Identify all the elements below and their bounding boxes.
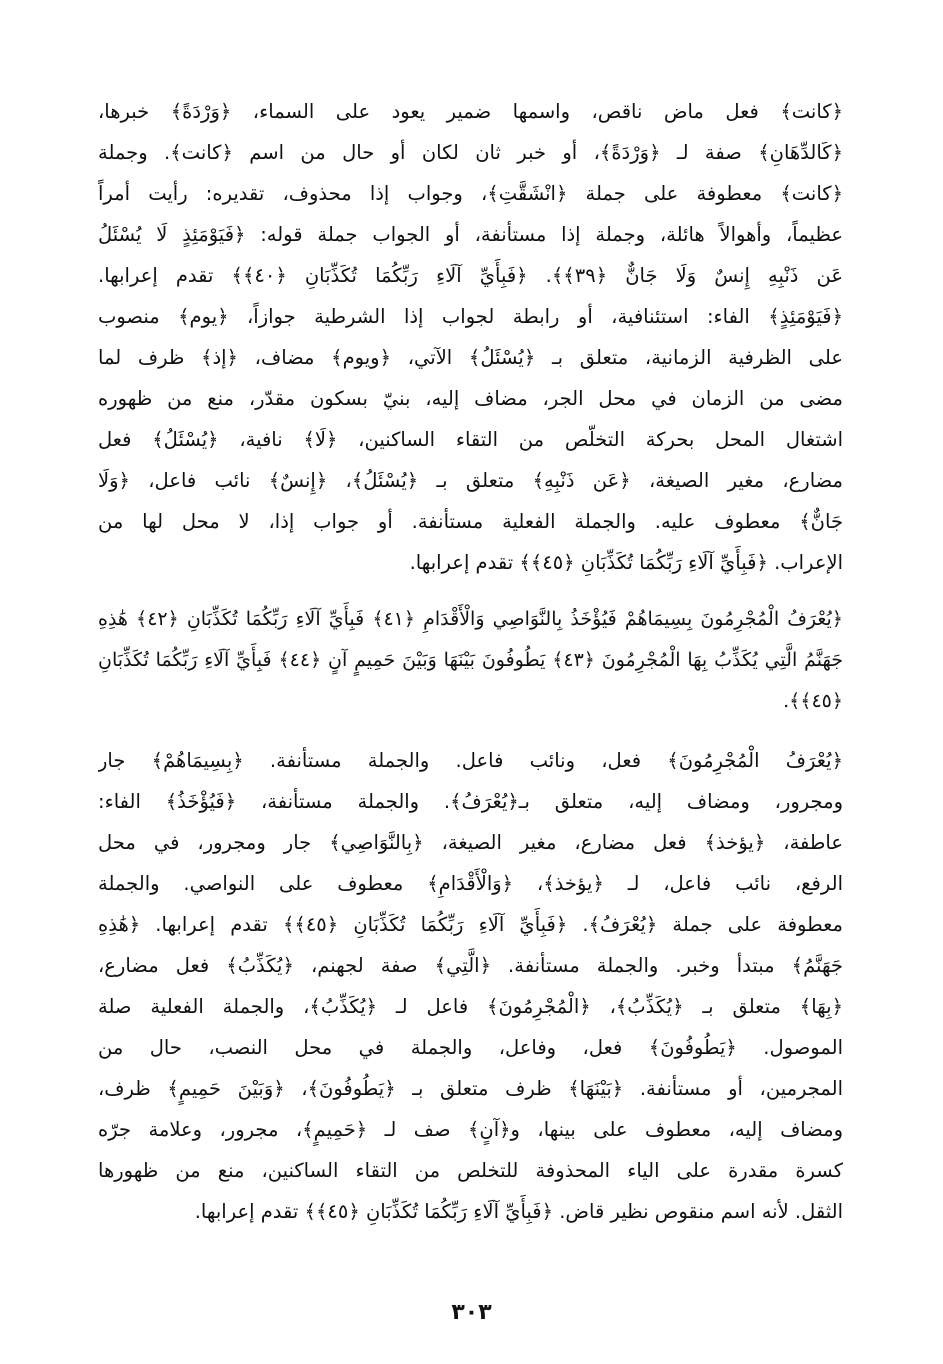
text-line: جَانٌّ﴾ معطوف عليه. والجملة الفعلية مستأنفة. أو جواب إذا، لا محل لها من [98, 510, 843, 533]
verse-line: جَهَنَّمُ الَّتِي يُكَذِّبُ بِهَا الْمُجْرِمُونَ ﴿٤٣﴾ يَطُوفُونَ بَيْنَهَا وَبَيْنَ حَمِيمٍ آنٍ ﴿٤٤﴾ فَبِأَيِّ آلَاءِ رَبِّكُمَا تُكَذِّبَانِ [98, 649, 843, 671]
text-line: اشتغال المحل بحركة التخلّص من التقاء الساكنين، ﴿لَا﴾ نافية، ﴿يُسْئَلُ﴾ فعل [98, 428, 843, 451]
text-line: ومضاف إليه، معطوف على بينها، و﴿آنٍ﴾ صف لـ ﴿حَمِيمٍ﴾، مجرور، وعلامة جرّه [98, 1118, 843, 1141]
text-line: ﴿فَيَوْمَئِذٍ﴾ الفاء: استئنافية، أو رابطة لجواب إذا الشرطية جوازاً، ﴿يوم﴾ منصوب [98, 305, 843, 328]
text-line: الإعراب. ﴿فَبِأَيِّ آلَاءِ رَبِّكُمَا تُكَذِّبَانِ ﴿٤٥﴾﴾ تقدم إعرابها. [409, 551, 843, 574]
verse-line: ﴿يُعْرَفُ الْمُجْرِمُونَ بِسِيمَاهُمْ فَيُؤْخَذُ بِالنَّوَاصِي وَالْأَقْدَامِ ﴿٤١﴾ فَبِأَيِّ آلَاءِ رَبِّكُمَا تُكَذِّبَانِ ﴿٤٢﴾ هَٰذِهِ [98, 608, 843, 630]
text-line: مضى من الزمان في محل الجر، مضاف إليه، بنيّ بسكون مقدّر، منع من ظهوره [98, 387, 843, 410]
commentary-paragraph-2 [98, 740, 843, 1232]
text-line: عاطفة، ﴿يؤخذ﴾ فعل مضارع، مغير الصيغة، ﴿بِالنَّوَاصِي﴾ جار ومجرور، في محل [98, 831, 843, 854]
text-line: الثقل. لأنه اسم منقوص نظير قاض. ﴿فَبِأَيِّ آلَاءِ رَبِّكُمَا تُكَذِّبَانِ ﴿٤٥﴾﴾ تقدم إعرابها. [194, 1200, 843, 1223]
text-line: عَن ذَنْبِهِ إِنسٌ وَلَا جَانٌّ ﴿٣٩﴾﴾. ﴿فَبِأَيِّ آلَاءِ رَبِّكُمَا تُكَذِّبَانِ ﴿٤٠﴾﴾ تقدم إعرابها. [98, 264, 843, 287]
text-line: على الظرفية الزمانية، متعلق بـ ﴿يُسْئَلُ﴾ الآتي، ﴿ويوم﴾ مضاف، ﴿إذ﴾ ظرف لما [98, 346, 843, 369]
text-line: ومجرور، ومضاف إليه، متعلق بـ﴿يُعْرَفُ﴾. والجملة مستأنفة، ﴿فَيُؤْخَذُ﴾ الفاء: [98, 790, 843, 813]
text-line: جَهَنَّمُ﴾ مبتدأ وخبر. والجملة مستأنفة. ﴿الَّتِي﴾ صفة لجهنم، ﴿يُكَذِّبُ﴾ فعل مضارع، [98, 954, 843, 977]
text-line: كسرة مقدرة على الياء المحذوفة للتخلص من التقاء الساكنين، منع من ظهورها [98, 1159, 843, 1182]
text-line: مضارع، مغير الصيغة، ﴿عَن ذَنْبِهِ﴾ متعلق بـ ﴿يُسْئَلُ﴾، ﴿إِنسٌ﴾ نائب فاعل، ﴿وَلَا [98, 469, 843, 492]
text-line: عظيماً، وأهوالاً هائلة، وجملة إذا مستأنفة، أو الجواب جملة قوله: ﴿فَيَوْمَئِذٍ لَا يُسْئَلُ [98, 223, 843, 246]
text-line: المجرمين، أو مستأنفة. ﴿بَيْنَهَا﴾ ظرف متعلق بـ ﴿يَطُوفُونَ﴾، ﴿وَبَيْنَ حَمِيمٍ﴾ ظرف، [98, 1077, 843, 1100]
page-number: ٣٠٣ [451, 1300, 492, 1325]
text-line: معطوفة على جملة ﴿يُعْرَفُ﴾. ﴿فَبِأَيِّ آلَاءِ رَبِّكُمَا تُكَذِّبَانِ ﴿٤٥﴾﴾ تقدم إعرابها. ﴿هَٰذِهِ [98, 913, 843, 936]
text-line: الموصول. ﴿يَطُوفُونَ﴾ فعل، وفاعل، والجملة في محل النصب، حال من [98, 1036, 843, 1059]
text-line: ﴿كانت﴾ معطوفة على جملة ﴿انْشَقَّتِ﴾، وجواب إذا محذوف، تقديره: رأيت أمراً [98, 182, 843, 205]
text-line: ﴿كَالدِّهَانِ﴾ صفة لـ ﴿وَرْدَةً﴾، أو خبر ثان لكان أو حال من اسم ﴿كانت﴾. وجملة [98, 141, 843, 164]
commentary-paragraph-1 [98, 91, 843, 583]
text-line: الرفع، نائب فاعل، لـ ﴿يؤخذ﴾، ﴿وَالْأَقْدَامِ﴾ معطوف على النواصي. والجملة [98, 872, 843, 895]
quran-verse-block [98, 599, 843, 722]
text-line: ﴿يُعْرَفُ الْمُجْرِمُونَ﴾ فعل، ونائب فاعل. والجملة مستأنفة. ﴿بِسِيمَاهُمْ﴾ جار [98, 749, 843, 772]
text-line: ﴿بِهَا﴾ متعلق بـ ﴿يُكَذِّبُ﴾، ﴿الْمُجْرِمُونَ﴾ فاعل لـ ﴿يُكَذِّبُ﴾، والجملة الفعلية صلة [98, 995, 843, 1018]
verse-line: ﴿٤٥﴾﴾. [783, 690, 843, 712]
text-line: ﴿كانت﴾ فعل ماض ناقص، واسمها ضمير يعود على السماء، ﴿وَرْدَةً﴾ خبرها، [98, 100, 843, 123]
